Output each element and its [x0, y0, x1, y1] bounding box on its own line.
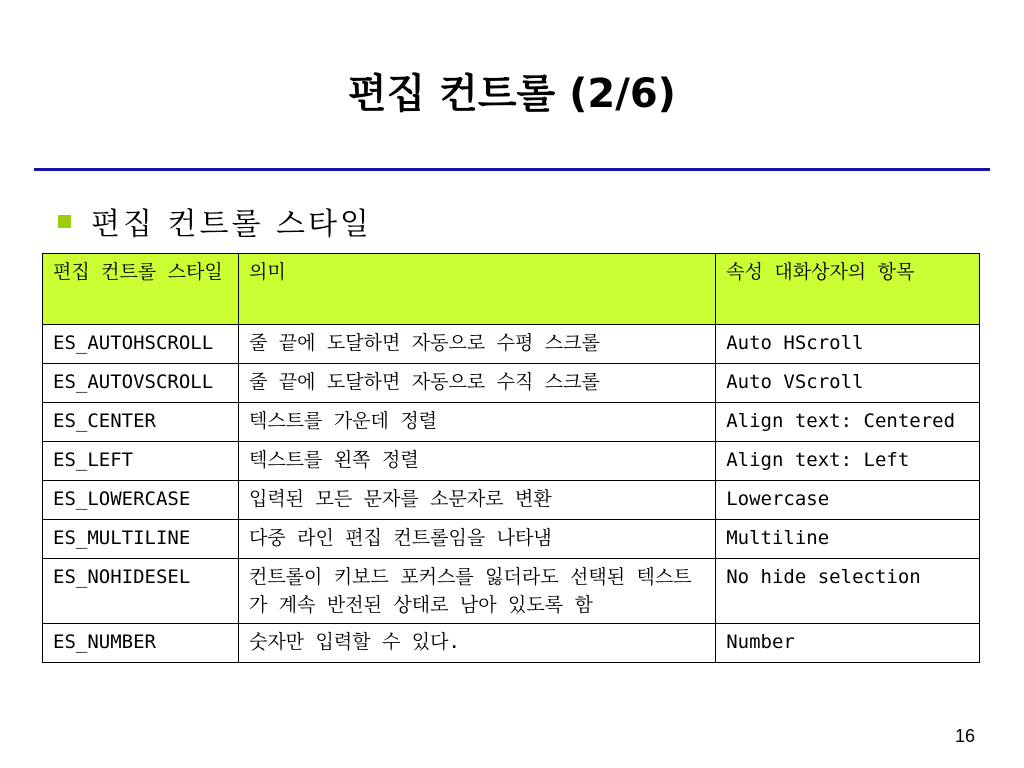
bullet-square-icon [58, 215, 71, 228]
property-item-cell: Align text: Left [716, 442, 980, 481]
property-item-cell: Lowercase [716, 481, 980, 520]
table-row [43, 442, 980, 481]
header-cell-meaning: 의미 [238, 254, 715, 325]
table-row [43, 325, 980, 364]
header-cell-style: 편집 컨트롤 스타일 [43, 254, 239, 325]
table-row [43, 403, 980, 442]
meaning-cell: 줄 끝에 도달하면 자동으로 수평 스크롤 [238, 325, 715, 364]
table-row [43, 481, 980, 520]
meaning-cell: 다중 라인 편집 컨트롤임을 나타냄 [238, 520, 715, 559]
property-item-cell: Multiline [716, 520, 980, 559]
meaning-cell: 텍스트를 가운데 정렬 [238, 403, 715, 442]
table-row [43, 364, 980, 403]
property-item-cell: Auto VScroll [716, 364, 980, 403]
style-name-cell: ES_CENTER [43, 403, 239, 442]
meaning-cell: 입력된 모든 문자를 소문자로 변환 [238, 481, 715, 520]
table-row [43, 624, 980, 663]
style-name-cell: ES_NUMBER [43, 624, 239, 663]
title-divider [34, 168, 990, 171]
style-name-cell: ES_NOHIDESEL [43, 559, 239, 624]
meaning-cell: 숫자만 입력할 수 있다. [238, 624, 715, 663]
meaning-cell: 텍스트를 왼쪽 정렬 [238, 442, 715, 481]
slide-title: 편집 컨트롤 (2/6) [348, 71, 676, 117]
meaning-cell: 컨트롤이 키보드 포커스를 잃더라도 선택된 텍스트가 계속 반전된 상태로 남아 있도록 함 [238, 559, 715, 624]
property-item-cell: Number [716, 624, 980, 663]
table-header-row [43, 254, 980, 325]
meaning-cell: 줄 끝에 도달하면 자동으로 수직 스크롤 [238, 364, 715, 403]
property-item-cell: Auto HScroll [716, 325, 980, 364]
style-name-cell: ES_LOWERCASE [43, 481, 239, 520]
table-row [43, 559, 980, 624]
style-name-cell: ES_LEFT [43, 442, 239, 481]
bullet-text: 편집 컨트롤 스타일 [91, 207, 372, 242]
style-name-cell: ES_MULTILINE [43, 520, 239, 559]
property-item-cell: No hide selection [716, 559, 980, 624]
bullet-item [58, 201, 372, 241]
style-name-cell: ES_AUTOVSCROLL [43, 364, 239, 403]
page-number: 16 [955, 726, 976, 746]
header-cell-property-item: 속성 대화상자의 항목 [716, 254, 980, 325]
table-row [43, 520, 980, 559]
edit-control-styles-table [42, 253, 980, 663]
style-name-cell: ES_AUTOHSCROLL [43, 325, 239, 364]
property-item-cell: Align text: Centered [716, 403, 980, 442]
